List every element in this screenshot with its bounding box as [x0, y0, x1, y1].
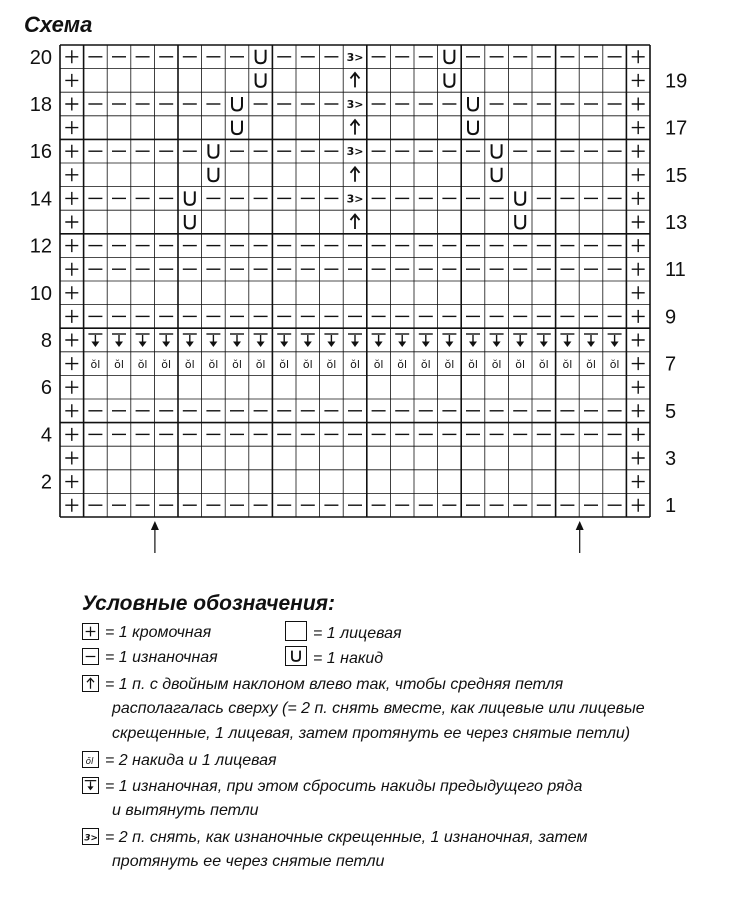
- edge-stitch-mark: [65, 357, 78, 370]
- purl-drop-yarn-overs-icon: [82, 777, 99, 794]
- legend-item-knit: [285, 621, 402, 645]
- two-yarn-overs-mark: ŏl: [420, 358, 431, 372]
- edge-stitch-mark: [65, 216, 78, 229]
- row-number-left: 14: [29, 188, 52, 211]
- row-number-left: 4: [40, 424, 52, 447]
- yarn-over-mark: [444, 50, 454, 64]
- row-number-right: 17: [665, 117, 688, 140]
- legend-yarn-over-text: = 1 накид: [313, 650, 384, 667]
- edge-stitch-mark: [65, 239, 78, 252]
- two-yarn-overs-mark: ŏl: [208, 358, 219, 372]
- two-yarn-overs-mark: ŏl: [491, 358, 502, 372]
- edge-stitch-mark: [632, 357, 645, 370]
- yarn-over-mark: [256, 73, 266, 87]
- purl-drop-mark: [186, 342, 194, 348]
- edge-stitch-mark: [632, 475, 645, 488]
- purl-drop-mark: [516, 342, 524, 348]
- two-yarn-overs-mark: ŏl: [232, 358, 242, 372]
- edge-stitch-mark: [632, 50, 645, 63]
- two-yarn-overs-mark: ŏl: [515, 358, 526, 372]
- two-yarn-overs-mark: ŏl: [90, 358, 101, 372]
- purl-drop-mark: [540, 342, 548, 348]
- purl-drop-mark: [445, 342, 453, 348]
- edge-stitch-mark: [632, 452, 645, 465]
- edge-stitch-mark: [65, 263, 78, 276]
- legend-item-double-decrease: [82, 673, 563, 696]
- svg-text:3>: 3>: [84, 833, 98, 844]
- double-decrease-mark: [351, 120, 360, 135]
- legend-title: Условные обозначения:: [82, 592, 336, 615]
- purl-drop-mark: [563, 342, 571, 348]
- legend-two-yarn-overs-text: = 2 накида и 1 лицевая: [105, 752, 277, 769]
- yarn-over-mark: [492, 168, 502, 182]
- purl-drop-mark: [162, 342, 170, 348]
- edge-stitch-mark: [632, 239, 645, 252]
- row-number-right: 9: [665, 306, 677, 329]
- yarn-over-mark: [232, 97, 242, 111]
- legend-item-purl: [82, 646, 218, 669]
- row-number-right: 13: [665, 212, 688, 234]
- row-number-left: 20: [29, 46, 52, 69]
- purl-drop-mark: [493, 342, 501, 348]
- yarn-over-mark: [468, 121, 478, 135]
- edge-stitch-mark: [632, 428, 645, 441]
- two-yarn-overs-mark: ŏl: [137, 358, 148, 372]
- double-decrease-icon: [82, 675, 99, 692]
- edge-stitch-mark: [632, 310, 645, 323]
- purl-drop-mark: [233, 342, 241, 348]
- double-decrease-mark: [351, 73, 360, 88]
- legend-slip-pass-line2: протянуть ее через снятые петли: [112, 853, 385, 870]
- two-yarn-overs-mark: ŏl: [279, 358, 290, 372]
- two-yarn-overs-mark: ŏl: [609, 358, 620, 372]
- two-yarn-overs-mark: ŏl: [397, 358, 408, 372]
- knit-stitch-icon: [285, 621, 307, 641]
- slip-purl-pass-mark: 3>: [346, 192, 364, 206]
- double-decrease-mark: [351, 215, 360, 230]
- legend-double-decrease-line1: = 1 п. с двойным наклоном влево так, чтобы средняя петля: [105, 676, 564, 693]
- purl-drop-mark: [611, 342, 619, 348]
- edge-stitch-mark: [632, 168, 645, 181]
- edge-stitch-mark: [632, 121, 645, 134]
- legend-knit-text: = 1 лицевая: [313, 625, 402, 642]
- double-decrease-mark: [351, 167, 360, 182]
- yarn-over-mark: [185, 215, 195, 229]
- edge-stitch-mark: [632, 499, 645, 512]
- repeat-arrow-head: [151, 521, 159, 530]
- legend-purl-drop-line1: = 1 изнаночная, при этом сбросить накиды предыдущего ряда: [105, 778, 583, 795]
- legend-item-slip-pass: [82, 826, 588, 849]
- edge-stitch-mark: [65, 310, 78, 323]
- svg-text:ŏl: ŏl: [85, 756, 94, 767]
- legend-slip-pass-line1: = 2 п. снять, как изнаночные скрещенные, 1 изнаночная, затем: [105, 829, 588, 846]
- purl-drop-mark: [351, 342, 359, 348]
- two-yarn-overs-mark: ŏl: [326, 358, 337, 372]
- yarn-over-mark: [208, 168, 218, 182]
- two-yarn-overs-mark: ŏl: [255, 358, 266, 372]
- legend-purl-text: = 1 изнаночная: [105, 649, 218, 666]
- slip-purl-pass-over-icon: [82, 828, 99, 845]
- two-yarn-overs-mark: ŏl: [562, 358, 573, 372]
- legend-item-edge: [82, 621, 211, 644]
- two-yarn-overs-mark: ŏl: [586, 358, 596, 372]
- purl-drop-mark: [469, 342, 477, 348]
- yarn-over-mark: [232, 121, 242, 135]
- row-number-left: 6: [40, 377, 52, 400]
- row-number-left: 8: [40, 330, 52, 352]
- row-number-left: 12: [29, 235, 52, 258]
- edge-stitch-mark: [632, 381, 645, 394]
- legend-purl-drop-line2: и вытянуть петли: [112, 802, 259, 819]
- row-number-right: 3: [665, 448, 677, 470]
- row-number-right: 7: [665, 353, 677, 376]
- edge-stitch-mark: [65, 145, 78, 158]
- edge-stitch-mark: [65, 404, 78, 417]
- slip-purl-pass-mark: 3>: [346, 145, 364, 159]
- slip-purl-pass-mark: 3>: [346, 98, 364, 111]
- row-number-right: 5: [665, 400, 677, 423]
- two-yarn-overs-mark: ŏl: [444, 358, 455, 372]
- two-yarn-overs-mark: ŏl: [350, 358, 360, 372]
- legend-double-decrease-line3: скрещенные, 1 лицевая, затем протянуть ее через снятые петли): [112, 725, 631, 742]
- yarn-over-mark: [208, 144, 218, 158]
- two-yarn-overs-mark: ŏl: [161, 358, 172, 372]
- row-number-left: 10: [29, 282, 52, 305]
- purl-drop-mark: [375, 342, 383, 348]
- yarn-over-mark: [492, 144, 502, 158]
- edge-stitch-mark: [632, 334, 645, 347]
- chart-title: Схема: [24, 12, 93, 37]
- purl-drop-mark: [327, 342, 335, 348]
- legend-item-purl-drop: [82, 775, 582, 798]
- two-yarn-overs-mark: ŏl: [302, 358, 313, 372]
- edge-stitch-mark: [65, 452, 78, 465]
- yarn-over-mark: [515, 215, 525, 229]
- legend-item-two-yarn-overs: [82, 749, 277, 772]
- two-yarn-overs-mark: ŏl: [184, 358, 195, 372]
- edge-stitch-mark: [65, 428, 78, 441]
- edge-stitch-mark: [632, 74, 645, 87]
- edge-stitch-mark: [65, 334, 78, 347]
- edge-stitch-mark: [632, 192, 645, 205]
- edge-stitch-mark: [65, 98, 78, 111]
- two-yarn-overs-mark: ŏl: [373, 358, 384, 372]
- purl-drop-mark: [115, 342, 123, 348]
- edge-stitch-mark: [65, 381, 78, 394]
- edge-stitch-mark: [65, 286, 78, 299]
- row-number-right: 1: [665, 495, 677, 518]
- row-number-left: 18: [29, 94, 52, 116]
- purl-drop-mark: [422, 342, 430, 348]
- purl-stitch-icon: [82, 648, 99, 665]
- purl-drop-mark: [91, 342, 99, 348]
- purl-drop-mark: [209, 342, 217, 348]
- edge-stitch-mark: [632, 145, 645, 158]
- row-number-right: 15: [665, 164, 688, 187]
- edge-stitch-mark: [632, 263, 645, 276]
- edge-stitch-mark: [65, 50, 78, 63]
- two-yarn-overs-mark: ŏl: [114, 358, 124, 372]
- edge-stitch-mark: [632, 404, 645, 417]
- edge-stitch-icon: [82, 623, 99, 640]
- row-number-right: 19: [665, 70, 688, 93]
- slip-purl-pass-mark: 3>: [346, 50, 364, 64]
- yarn-over-mark: [444, 73, 454, 87]
- legend-item-yarn-over: [285, 646, 383, 670]
- edge-stitch-mark: [632, 98, 645, 111]
- legend-double-decrease-line2: располагалась сверху (= 2 п. снять вместе, как лицевые или лицевые: [112, 700, 645, 717]
- edge-stitch-mark: [632, 216, 645, 229]
- yarn-over-mark: [515, 191, 525, 205]
- yarn-over-mark: [468, 97, 478, 111]
- purl-drop-mark: [398, 342, 406, 348]
- row-number-left: 16: [29, 141, 52, 164]
- purl-drop-mark: [304, 342, 312, 348]
- two-yarn-overs-mark: ŏl: [468, 358, 478, 372]
- row-number-left: 2: [40, 471, 52, 494]
- edge-stitch-mark: [65, 74, 78, 87]
- edge-stitch-mark: [65, 168, 78, 181]
- legend-edge-text: = 1 кромочная: [105, 624, 212, 641]
- edge-stitch-mark: [65, 499, 78, 512]
- row-number-right: 11: [665, 259, 686, 282]
- yarn-over-mark: [256, 50, 266, 64]
- purl-drop-mark: [139, 342, 147, 348]
- purl-drop-mark: [587, 342, 595, 348]
- edge-stitch-mark: [65, 475, 78, 488]
- two-yarn-overs-mark: ŏl: [538, 358, 549, 372]
- two-yarn-overs-knit-icon: [82, 751, 99, 768]
- repeat-arrow-head: [576, 521, 584, 530]
- edge-stitch-mark: [65, 192, 78, 205]
- yarn-over-mark: [185, 191, 195, 205]
- edge-stitch-mark: [632, 286, 645, 299]
- purl-drop-mark: [257, 342, 265, 348]
- purl-drop-mark: [280, 342, 288, 348]
- edge-stitch-mark: [65, 121, 78, 134]
- yarn-over-icon: [285, 646, 307, 666]
